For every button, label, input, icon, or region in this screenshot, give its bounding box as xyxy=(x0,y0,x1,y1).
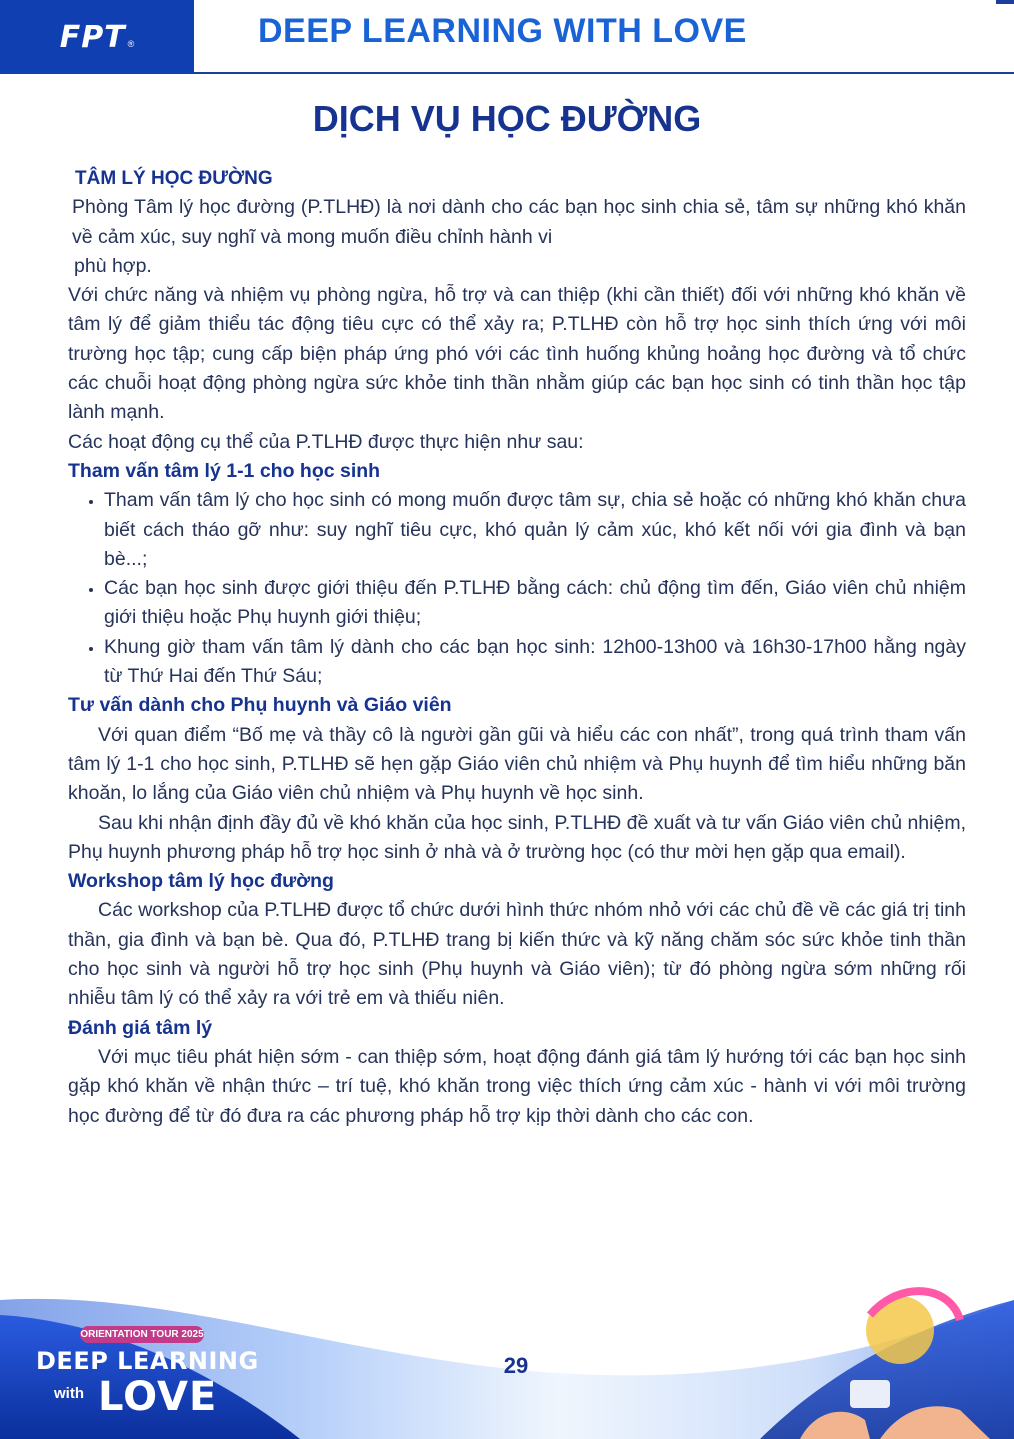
counseling-list xyxy=(68,486,966,691)
assessment-paragraph: Với mục tiêu phát hiện sớm - can thiệp sớm, hoạt động đánh giá tâm lý hướng tới các bạn học sinh gặp khó khăn về nhận thức – trí tuệ, khó khăn trong việc thích ứng cảm xúc - hành vi với môi trường học đường để từ đó đưa ra các phương pháp hỗ trợ kịp thời dành cho các con. xyxy=(68,1045,966,1127)
list-item: • Các bạn học sinh được giới thiệu đến P.TLHĐ bằng cách: chủ động tìm đến, Giáo viên chủ nhiệm giới thiệu hoặc Phụ huynh giới thiệu; xyxy=(104,574,966,633)
section-heading: TÂM LÝ HỌC ĐƯỜNG xyxy=(75,168,273,189)
function-paragraph: Với chức năng và nhiệm vụ phòng ngừa, hỗ trợ và can thiệp (khi cần thiết) đối với những khó khăn về tâm lý để giảm thiểu tác động tiêu cực có thể xảy ra; P.TLHĐ còn hỗ trợ học sinh thích ứng với môi trường học tập; cung cấp biện pháp ứng phó với các tình huống khủng hoảng học đường và tổ chức các chuỗi hoạt động phòng ngừa sức khỏe tinh thần nhằm giúp các bạn học sinh có tinh thần học tập lành mạnh. xyxy=(68,284,966,424)
workshop-heading: Workshop tâm lý học đường xyxy=(68,870,334,893)
intro-paragraph-continued: phù hợp. xyxy=(74,254,152,277)
assessment-heading: Đánh giá tâm lý xyxy=(68,1016,213,1039)
footer-logo-love: LOVE xyxy=(98,1374,218,1420)
page-title: DỊCH VỤ HỌC ĐƯỜNG xyxy=(312,98,702,139)
intro-paragraph: Phòng Tâm lý học đường (P.TLHĐ) là nơi dành cho các bạn học sinh chia sẻ, tâm sự những khó khăn về cảm xúc, suy nghĩ và mong muốn điều chỉnh hành vi xyxy=(72,196,966,248)
parents-paragraph: Với quan điểm “Bố mẹ và thầy cô là người gần gũi và hiểu các con nhất”, trong quá trình tham vấn tâm lý 1-1 cho học sinh, P.TLHĐ sẽ hẹn gặp Giáo viên chủ nhiệm và Phụ huynh để tìm hiểu những băn khoăn, lo lắng của Giáo viên chủ nhiệm và Phụ huynh về học sinh. xyxy=(68,723,966,805)
registered-icon: ® xyxy=(127,39,135,49)
parents-heading: Tư vấn dành cho Phụ huynh và Giáo viên xyxy=(68,694,452,717)
list-item: • Khung giờ tham vấn tâm lý dành cho các bạn học sinh: 12h00-13h00 và 16h30-17h00 hằng ngày từ Thứ Hai đến Thứ Sáu; xyxy=(104,633,966,692)
orientation-badge: ORIENTATION TOUR 2025 xyxy=(80,1326,204,1343)
fpt-logo-text: FPT xyxy=(59,19,126,55)
footer-logo-title: DEEP LEARNING xyxy=(36,1347,259,1375)
document-body xyxy=(68,164,966,1131)
list-item: • Tham vấn tâm lý cho học sinh có mong muốn được tâm sự, chia sẻ hoặc có những khó khăn chưa biết cách tháo gỡ như: suy nghĩ tiêu cực, khó quản lý cảm xúc, khó kết nối với gia đình và bạn bè...; xyxy=(104,486,966,574)
page-number: 29 xyxy=(503,1353,529,1378)
workshop-paragraph: Các workshop của P.TLHĐ được tổ chức dưới hình thức nhóm nhỏ với các chủ đề về các giá trị tinh thần, gia đình và bạn bè. Qua đó, P.TLHĐ trang bị kiến thức và kỹ năng chăm sóc sức khỏe tinh thần cho học sinh và người hỗ trợ học sinh (Phụ huynh và Giáo viên); từ đó phòng ngừa sớm những rối nhiễu tâm lý có thể xảy ra với trẻ em và thiếu niên. xyxy=(68,899,966,1010)
header-title: DEEP LEARNING WITH LOVE xyxy=(258,12,747,50)
header-corner-mark xyxy=(996,0,1014,4)
footer-logo-with: with xyxy=(54,1385,84,1402)
parents-paragraph: Sau khi nhận định đầy đủ về khó khăn của học sinh, P.TLHĐ đề xuất và tư vấn Giáo viên chủ nhiệm, Phụ huynh phương pháp hỗ trợ học sinh ở nhà và ở trường học (có thư mời hẹn gặp qua email). xyxy=(68,811,966,863)
activities-intro: Các hoạt động cụ thể của P.TLHĐ được thực hiện như sau: xyxy=(68,430,584,453)
counseling-heading: Tham vấn tâm lý 1-1 cho học sinh xyxy=(68,459,381,482)
fpt-logo xyxy=(0,0,194,74)
header-divider xyxy=(194,72,1014,74)
